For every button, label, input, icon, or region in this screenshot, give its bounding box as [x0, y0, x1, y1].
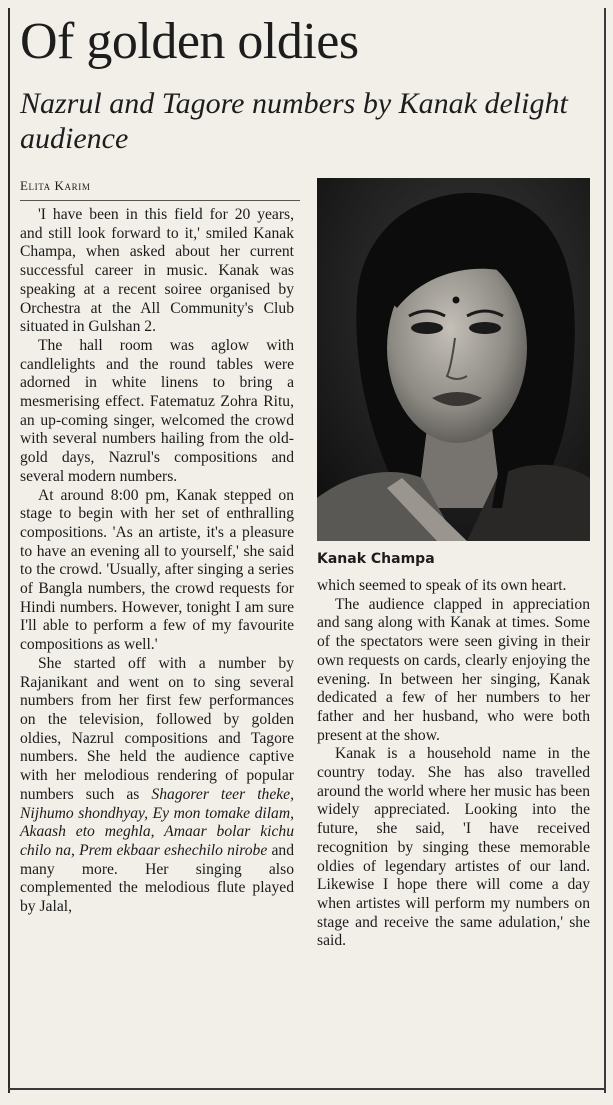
article-column-2 [317, 577, 590, 951]
byline-divider [20, 200, 300, 201]
paragraph: Kanak is a household name in the country today. She has also travelled around the world where her music has been widely appreciated. Looking into the future, she said, 'I have received recognition by singing these memorable oldies of legendary artistes of our land. Likewise I hope there will come a day when artistes will perform my numbers on stage and receive the same adulation,' she said. [317, 745, 590, 950]
paragraph-continued: which seemed to speak of its own heart. [317, 577, 567, 594]
article-column-1 [20, 206, 294, 917]
paragraph: At around 8:00 pm, Kanak stepped on stage to begin with her set of enthralling compositions. 'As an artiste, it's a pleasure to have an evening all to yourself,' she said to the crowd. 'Usually, after singing a series of Bangla numbers, the crowd requests for Hindi numbers. However, tonight I am sure I'll able to perform a few of my favourite compositions as well.' [20, 486, 294, 654]
portrait-photo [317, 178, 590, 541]
paragraph: The hall room was aglow with candlelights and the round tables were adorned in white linens to bring a mesmerising effect. Fatematuz Zohra Ritu, an up-coming singer, welcomed the crowd with several numbers hailing from the old-gold days, Nazrul's compositions and several modern numbers. [20, 336, 294, 485]
paragraph: 'I have been in this field for 20 years, and still look forward to it,' smiled Kanak Champa, when asked about her current successful career in music. Kanak was speaking at a recent soiree organised by Orchestra at the All Community's Club situated in Gulshan 2. [20, 206, 294, 336]
song-titles: Shagorer teer theke, Nijhumo shondhyay, Ey mon tomake dilam, Akaash eto meghla, Amaar bolar kichu chilo na, Prem ekbaar eshechilo nirobe [20, 785, 295, 859]
headline: Of golden oldies [20, 13, 359, 70]
paragraph: The audience clapped in appreciation and sang along with Kanak at times. Some of the spectators were seen giving in their own requests on cards, clearly enjoying the evening. In between her singing, Kanak dedicated a few of her numbers to her father and her husband, who were both present at the show. [317, 595, 590, 744]
column-rule-right [604, 8, 606, 1093]
paragraph-text: She started off with a number by Rajanikant and went on to sing several numbers from her first few performances on the television, followed by golden oldies, Nazrul compositions and Tagore numbers. She held the audience captive with her melodious rendering of popular numbers such as [20, 654, 294, 803]
paragraph-text: and many more. Her singing also complemented the melodious flute played by Jalal, [20, 841, 294, 916]
photo-caption: Kanak Champa [317, 551, 435, 567]
paragraph [20, 655, 294, 917]
column-rule-left [8, 8, 10, 1093]
subheadline: Nazrul and Tagore numbers by Kanak delight audience [20, 87, 568, 155]
byline: Elita Karim [20, 178, 91, 193]
page-rule-bottom [8, 1088, 606, 1090]
